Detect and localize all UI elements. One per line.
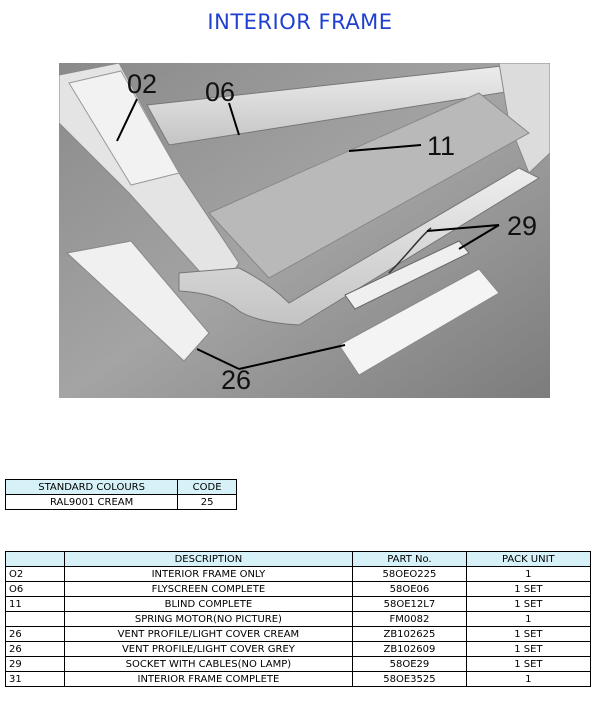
callout-02: 02 [127, 69, 158, 99]
item-pack-unit: 1 [466, 612, 590, 627]
item-pack-unit: 1 [466, 672, 590, 687]
col-item [6, 552, 65, 567]
product-photo [59, 63, 550, 398]
item-pack-unit: 1 SET [466, 627, 590, 642]
col-pack-unit: PACK UNIT [466, 552, 590, 567]
item-part-no: 58OE12L7 [353, 597, 467, 612]
item-part-no: 58OE06 [353, 582, 467, 597]
item-pack-unit: 1 [466, 567, 590, 582]
item-pack-unit: 1 SET [466, 642, 590, 657]
item-part-no: 58OEO225 [353, 567, 467, 582]
item-description: INTERIOR FRAME ONLY [64, 567, 352, 582]
item-description: SOCKET WITH CABLES(NO LAMP) [64, 657, 352, 672]
item-number: 26 [6, 627, 65, 642]
table-row [6, 567, 591, 582]
table-row [6, 582, 591, 597]
interior-frame-illustration [59, 63, 550, 398]
callout-06: 06 [205, 77, 236, 107]
item-part-no: ZB102609 [353, 642, 467, 657]
table-row [6, 657, 591, 672]
item-number: 29 [6, 657, 65, 672]
item-description: VENT PROFILE/LIGHT COVER GREY [64, 642, 352, 657]
item-part-no: FM0082 [353, 612, 467, 627]
table-row [6, 597, 591, 612]
item-number: 26 [6, 642, 65, 657]
page-title: INTERIOR FRAME [207, 10, 393, 34]
item-description: INTERIOR FRAME COMPLETE [64, 672, 352, 687]
item-number: O2 [6, 567, 65, 582]
item-description: VENT PROFILE/LIGHT COVER CREAM [64, 627, 352, 642]
col-standard-colours: STANDARD COLOURS [6, 480, 178, 495]
item-number: O6 [6, 582, 65, 597]
item-description: BLIND COMPLETE [64, 597, 352, 612]
item-description: FLYSCREEN COMPLETE [64, 582, 352, 597]
item-part-no: ZB102625 [353, 627, 467, 642]
callout-11: 11 [427, 131, 456, 161]
item-pack-unit: 1 SET [466, 657, 590, 672]
item-part-no: 58OE29 [353, 657, 467, 672]
item-pack-unit: 1 SET [466, 582, 590, 597]
table-header-row [6, 552, 591, 567]
table-row [6, 672, 591, 687]
col-part-no: PART No. [353, 552, 467, 567]
table-row [6, 612, 591, 627]
item-number: 11 [6, 597, 65, 612]
callout-26: 26 [221, 365, 252, 395]
col-description: DESCRIPTION [64, 552, 352, 567]
colour-code: 25 [178, 495, 237, 510]
colour-name: RAL9001 CREAM [6, 495, 178, 510]
standard-colours-table [5, 479, 237, 510]
item-part-no: 58OE3525 [353, 672, 467, 687]
item-pack-unit: 1 SET [466, 597, 590, 612]
table-header-row [6, 480, 237, 495]
table-row [6, 495, 237, 510]
item-number [6, 612, 65, 627]
col-code: CODE [178, 480, 237, 495]
callout-29: 29 [507, 211, 538, 241]
table-row [6, 627, 591, 642]
table-row [6, 642, 591, 657]
item-description: SPRING MOTOR(NO PICTURE) [64, 612, 352, 627]
parts-table [5, 551, 591, 687]
item-number: 31 [6, 672, 65, 687]
